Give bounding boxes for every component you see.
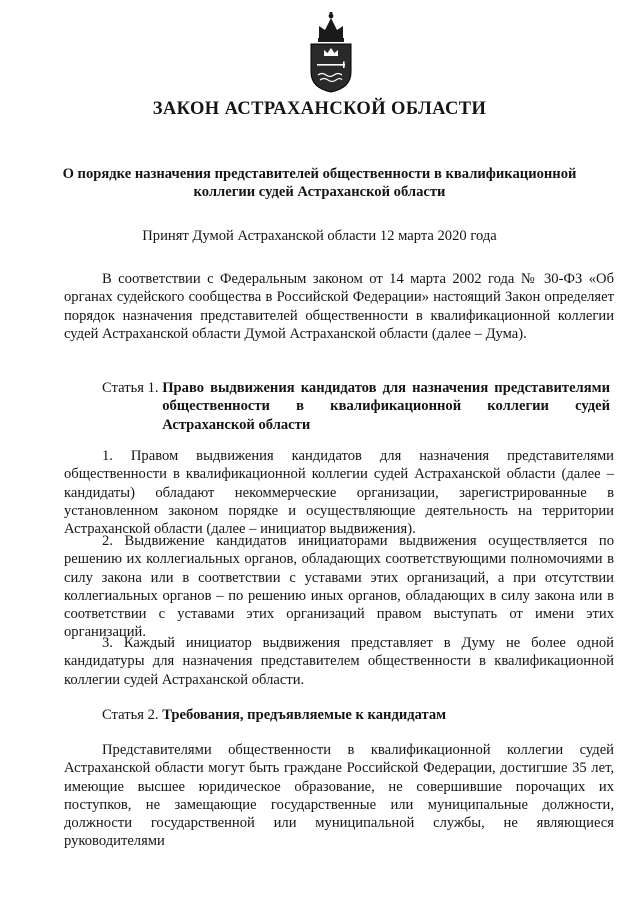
article-2-number: Статья 2. xyxy=(102,707,163,723)
article-1-paragraph-3: 3. Каждый инициатор выдвижения представляет в Думу не более одной кандидатуры для назначения представителем общественности в квалификационной коллегии судей Астраханской области. xyxy=(64,635,614,688)
article-1-paragraph-1: 1. Правом выдвижения кандидатов для назначения представителями общественности в квалификационной коллегии судей Астраханской области (далее – кандидаты) обладают некоммерческие организации, зарегистрированные в установленном законом порядке и осуществляющие деятельность на территории Астраханской области (далее – инициатор выдвижения). xyxy=(64,448,614,538)
article-2-title: Требования, предъявляемые к кандидатам xyxy=(162,707,447,723)
law-subject: О порядке назначения представителей общественности в квалификационной коллегии судей Астраханской области xyxy=(62,166,577,201)
law-title: ЗАКОН АСТРАХАНСКОЙ ОБЛАСТИ xyxy=(152,99,487,119)
adoption-line: Принят Думой Астраханской области 12 марта 2020 года xyxy=(142,228,497,244)
article-1-paragraph-2: 2. Выдвижение кандидатов инициаторами выдвижения осуществляется по решению их коллегиальных органов, обладающих соответствующими полномочиями в силу закона или в соответствии с уставами этих организаций, а при отсутствии коллегиальных органов – по решению иных органов, обладающих в силу закона или в соответствии с уставами этих организаций правом выступать от имени этих организаций. xyxy=(64,533,614,641)
article-1-number: Статья 1. xyxy=(102,380,163,396)
article-2-paragraph-1: Представителями общественности в квалификационной коллегии судей Астраханской области могут быть граждане Российской Федерации, достигшие 35 лет, имеющие высшее юридическое образование, не совершившие порочащих их поступков, не замещающие государственные или муниципальные должности, должности государственной или муниципальной службы, не являющиеся руководителями xyxy=(64,742,614,850)
article-2-heading xyxy=(102,706,610,724)
preamble-paragraph: В соответствии с Федеральным законом от 14 марта 2002 года № 30-ФЗ «Об органах судейского сообщества в Российской Федерации» настоящий Закон определяет порядок назначения представителей общественности в квалификационной коллегии судей Астраханской области Думой Астраханской области (далее – Дума). xyxy=(64,271,614,342)
astrakhan-coat-of-arms-icon xyxy=(305,12,357,94)
article-1-title: Право выдвижения кандидатов для назначения представителями общественности в квалификационной коллегии судей Астраханской области xyxy=(162,380,610,433)
article-1-heading xyxy=(102,379,610,434)
